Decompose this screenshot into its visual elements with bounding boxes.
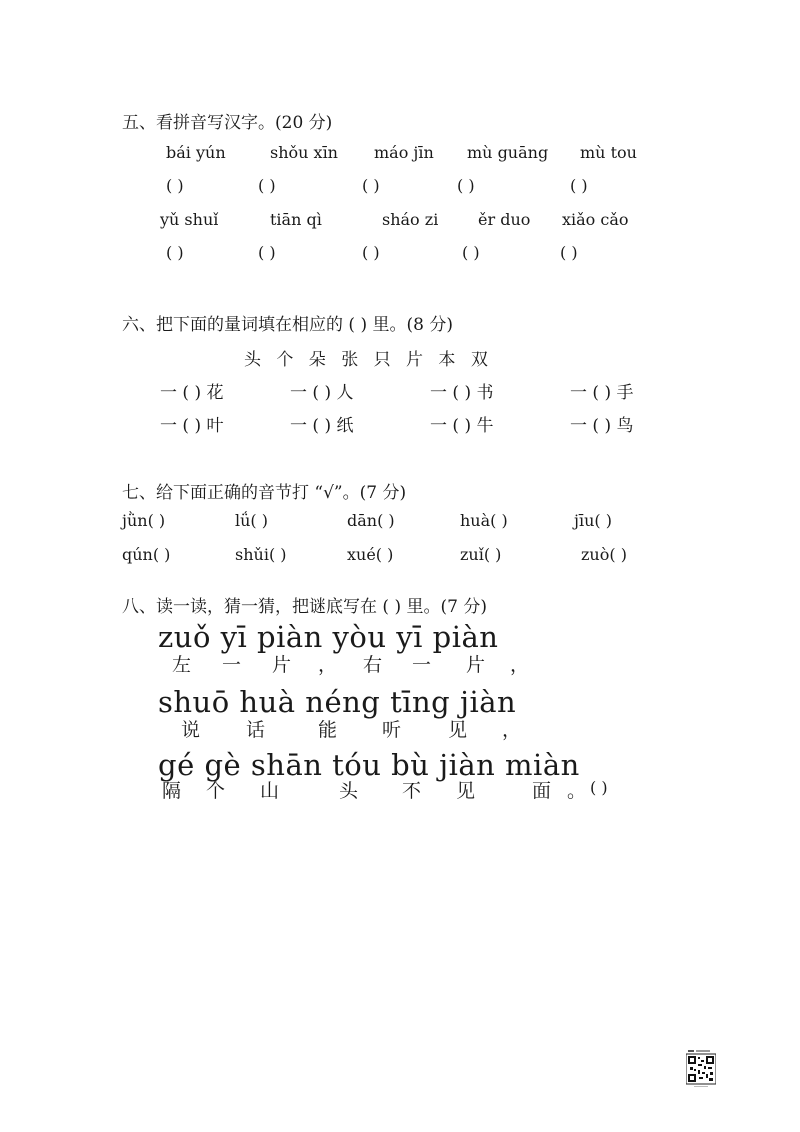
riddle-char: 头	[339, 780, 359, 802]
syllable-item[interactable]: zuǐ( )	[460, 545, 502, 564]
riddle-char: 片	[272, 654, 292, 676]
answer-blank[interactable]: ( )	[462, 243, 480, 262]
riddle-answer-blank[interactable]: ( )	[590, 778, 608, 797]
riddle-char: 一	[412, 654, 432, 676]
riddle-char: 见	[448, 719, 468, 741]
fill-item[interactable]: 一 ( ) 手	[570, 383, 634, 403]
section-7-heading: 七、给下面正确的音节打 “√”。(7 分)	[122, 483, 407, 503]
fill-item[interactable]: 一 ( ) 叶	[160, 416, 224, 436]
riddle-char: 不	[402, 780, 422, 802]
answer-blank[interactable]: ( )	[166, 176, 184, 195]
section-5-heading: 五、看拼音写汉字。(20 分)	[122, 113, 333, 133]
riddle-char: 山	[260, 780, 280, 802]
riddle-char: 个	[206, 780, 226, 802]
riddle-char: 一	[222, 654, 242, 676]
pinyin-item: tiān qì	[270, 210, 322, 229]
riddle-char: 。	[567, 780, 587, 802]
riddle-char: ，	[510, 654, 530, 676]
riddle-char: 左	[172, 654, 192, 676]
pinyin-item: máo jīn	[374, 143, 434, 162]
riddle-char: 能	[318, 719, 338, 741]
pinyin-item: ěr duo	[478, 210, 531, 229]
fill-item[interactable]: 一 ( ) 花	[160, 383, 224, 403]
fill-item[interactable]: 一 ( ) 纸	[290, 416, 354, 436]
riddle-char: 面	[532, 780, 552, 802]
riddle-char: 见	[456, 780, 476, 802]
syllable-item[interactable]: jǜn( )	[122, 511, 166, 530]
syllable-item[interactable]: shǔi( )	[235, 545, 287, 564]
answer-blank[interactable]: ( )	[560, 243, 578, 262]
riddle-pinyin-line: zuǒ yī piàn yòu yī piàn	[158, 620, 499, 654]
riddle-char: 话	[246, 719, 266, 741]
pinyin-item: shǒu xīn	[270, 143, 338, 162]
riddle-char: ，	[318, 654, 338, 676]
syllable-item[interactable]: lǘ( )	[235, 511, 268, 530]
riddle-char: 片	[466, 654, 486, 676]
answer-blank[interactable]: ( )	[362, 243, 380, 262]
riddle-char: ，	[502, 719, 522, 741]
answer-blank[interactable]: ( )	[166, 243, 184, 262]
pinyin-item: sháo zi	[382, 210, 439, 229]
syllable-item[interactable]: qún( )	[122, 545, 171, 564]
riddle-char: 说	[181, 719, 201, 741]
pinyin-item: mù guāng	[467, 143, 549, 162]
fill-item[interactable]: 一 ( ) 牛	[430, 416, 494, 436]
syllable-item[interactable]: zuò( )	[581, 545, 627, 564]
answer-blank[interactable]: ( )	[457, 176, 475, 195]
riddle-pinyin-line: shuō huà néng tīng jiàn	[158, 685, 517, 719]
answer-blank[interactable]: ( )	[362, 176, 380, 195]
syllable-item[interactable]: huà( )	[460, 511, 508, 530]
pinyin-item: bái yún	[166, 143, 226, 162]
riddle-char: 隔	[162, 780, 182, 802]
answer-blank[interactable]: ( )	[258, 176, 276, 195]
pinyin-item: yǔ shuǐ	[160, 210, 219, 229]
qr-code-icon	[686, 1050, 716, 1090]
pinyin-item: xiǎo cǎo	[562, 210, 629, 229]
syllable-item[interactable]: xué( )	[347, 545, 394, 564]
fill-item[interactable]: 一 ( ) 人	[290, 383, 354, 403]
answer-blank[interactable]: ( )	[570, 176, 588, 195]
syllable-item[interactable]: jīu( )	[574, 511, 612, 530]
pinyin-item: mù tou	[580, 143, 637, 162]
riddle-char: 听	[382, 719, 402, 741]
fill-item[interactable]: 一 ( ) 书	[430, 383, 494, 403]
riddle-pinyin-line: gé gè shān tóu bù jiàn miàn	[158, 748, 580, 782]
syllable-item[interactable]: dān( )	[347, 511, 395, 530]
section-6-heading: 六、把下面的量词填在相应的 ( ) 里。(8 分)	[122, 315, 453, 335]
riddle-char: 右	[363, 654, 383, 676]
answer-blank[interactable]: ( )	[258, 243, 276, 262]
section-8-heading: 八、读一读，猜一猜，把谜底写在 ( ) 里。(7 分)	[122, 597, 487, 617]
measure-word-bank: 头 个 朵 张 只 片 本 双	[244, 350, 490, 370]
fill-item[interactable]: 一 ( ) 鸟	[570, 416, 634, 436]
